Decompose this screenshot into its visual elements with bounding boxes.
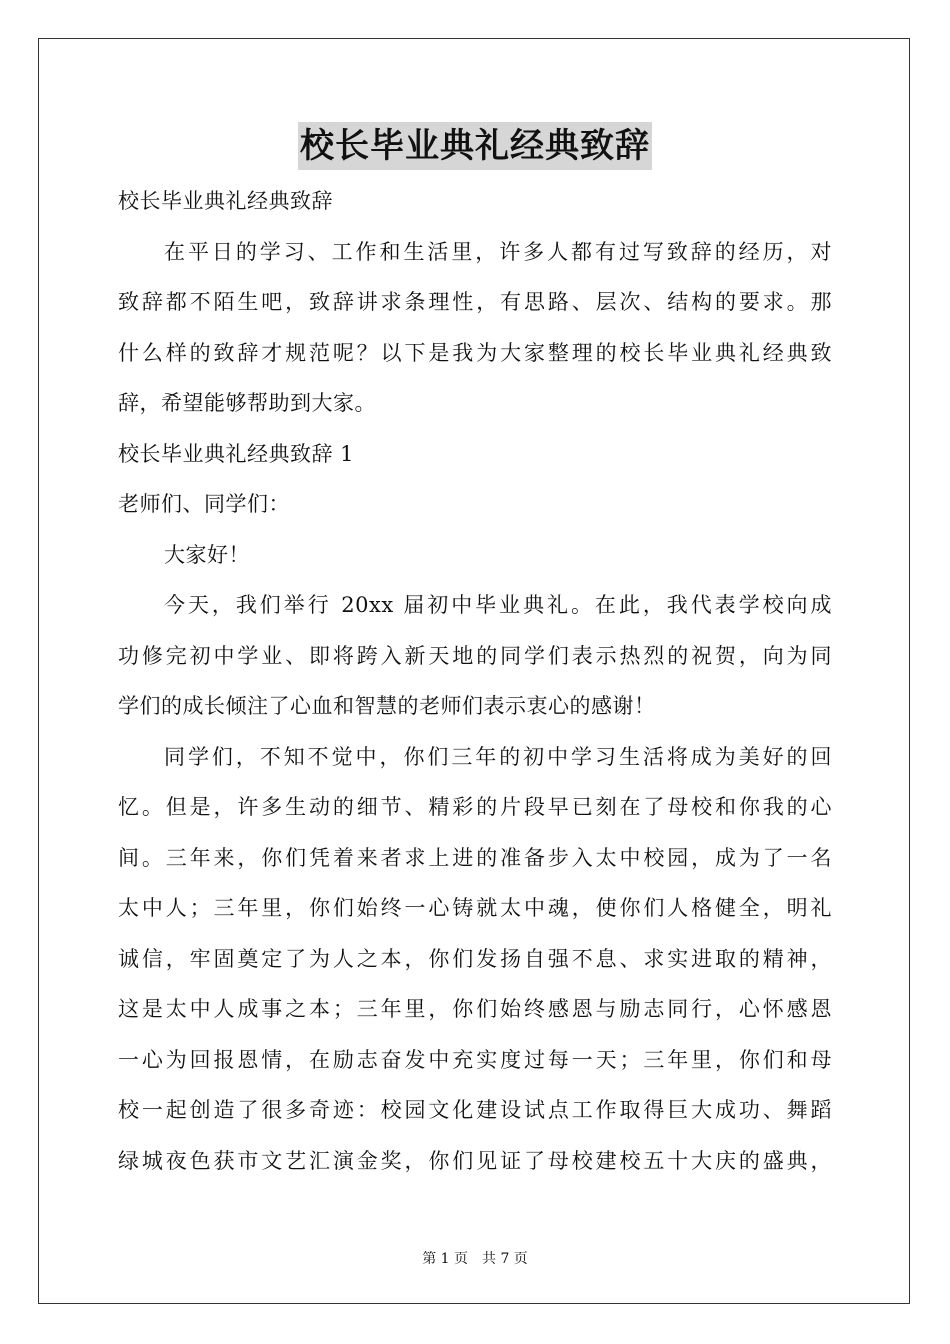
text-line: 一心为回报恩情，在励志奋发中充实度过每一天；三年里，你们和母 [118, 1047, 832, 1072]
page-number: 第 1 页 [422, 1251, 468, 1267]
text-line: 诚信，牢固奠定了为人之本，你们发扬自强不息、求实进取的精神， [118, 946, 832, 971]
text-line: 校一起创造了很多奇迹：校园文化建设试点工作取得巨大成功、舞蹈 [118, 1098, 832, 1122]
text-line: 绿城夜色获市文艺汇演金奖，你们见证了母校建校五十大庆的盛典， [118, 1148, 832, 1173]
text-line: 功修完初中学业、即将跨入新天地的同学们表示热烈的祝贺，向为同 [118, 643, 832, 668]
text-line: 辞，希望能够帮助到大家。 [118, 391, 376, 415]
text-line: 太中人；三年里，你们始终一心铸就太中魂，使你们人格健全，明礼 [118, 896, 832, 920]
text-line: 什么样的致辞才规范呢？以下是我为大家整理的校长毕业典礼经典致 [118, 340, 832, 365]
text-line: 忆。但是，许多生动的细节、精彩的片段早已刻在了母校和你我的心 [118, 795, 832, 819]
text-line: 学们的成长倾注了心血和智慧的老师们表示衷心的感谢！ [118, 694, 656, 718]
text-line: 校长毕业典礼经典致辞 1 [118, 441, 355, 466]
document-body [118, 176, 832, 1186]
text-line: 老师们、同学们： [118, 492, 290, 516]
page-footer [0, 1250, 950, 1268]
text-line: 在平日的学习、工作和生活里，许多人都有过写致辞的经历，对 [164, 239, 832, 264]
text-line: 这是太中人成事之本；三年里，你们始终感恩与励志同行，心怀感恩 [118, 997, 832, 1021]
text-line: 同学们，不知不觉中，你们三年的初中学习生活将成为美好的回 [164, 744, 832, 769]
text-line: 今天，我们举行 20xx 届初中毕业典礼。在此，我代表学校向成 [164, 593, 832, 617]
document-title: 校长毕业典礼经典致辞 [298, 122, 652, 170]
text-line: 校长毕业典礼经典致辞 [118, 189, 333, 213]
text-line: 间。三年来，你们凭着来者求上进的准备步入太中校园，成为了一名 [118, 845, 832, 870]
text-line: 致辞都不陌生吧，致辞讲求条理性，有思路、层次、结构的要求。那 [118, 290, 832, 314]
page-total: 共 7 页 [482, 1251, 528, 1267]
title-container [0, 122, 950, 170]
text-line: 大家好！ [164, 542, 250, 567]
